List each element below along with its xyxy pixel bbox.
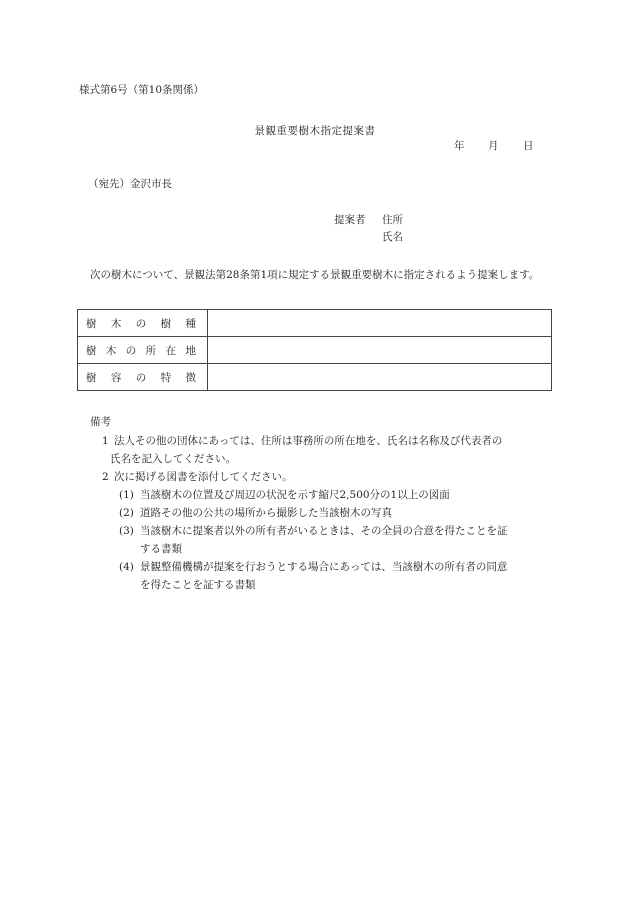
date-day-label: 日 [523,140,534,152]
note-item-1: 1 法人その他の団体にあっては、住所は事務所の所在地を、氏名は名称及び代表者の 氏名を記入してください。 [102,435,503,465]
table-value-species[interactable] [208,310,552,337]
addressee: （宛先）金沢市長 [88,178,172,190]
table-label-features: 樹 容 の 特 徴 [78,364,208,391]
table-label-location: 樹 木 の 所 在 地 [78,337,208,364]
note-sub-3: (3) 当該樹木に提案者以外の所有者がいるときは、その全員の合意を得たことを証 する書類 [119,525,508,555]
date-year-label: 年 [454,140,465,152]
proposer-name-label: 氏名 [382,231,403,243]
table-value-features[interactable] [208,364,552,391]
proposer-address-label: 住所 [382,214,403,226]
note-sub-1: (1) 当該樹木の位置及び周辺の状況を示す縮尺2,500分の1以上の図面 [119,489,450,501]
proposer-label: 提案者 [334,214,366,226]
proposer-block [334,212,403,246]
note-sub-4: (4) 景観整備機構が提案を行おうとする場合にあっては、当該樹木の所有者の同意 を得たことを証する書類 [119,561,508,591]
note-sub-2: (2) 道路その他の公共の場所から撮影した当該樹木の写真 [119,507,392,519]
notes-heading: 備考 [90,416,111,428]
document-title: 景観重要樹木指定提案書 [254,125,376,137]
table-value-location[interactable] [208,337,552,364]
table-row [78,337,552,364]
form-number: 様式第6号（第10条関係） [79,84,205,96]
table-label-species: 樹 木 の 樹 種 [78,310,208,337]
date-line [454,138,534,153]
info-table [77,309,552,391]
body-text: 次の樹木について、景観法第28条第1項に規定する景観重要樹木に指定されるよう提案します。 [90,269,540,281]
date-month-label: 月 [488,140,499,152]
notes-section [90,413,560,594]
table-row [78,364,552,391]
note-item-2: 2 次に掲げる図書を添付してください。 [102,471,293,483]
table-row [78,310,552,337]
